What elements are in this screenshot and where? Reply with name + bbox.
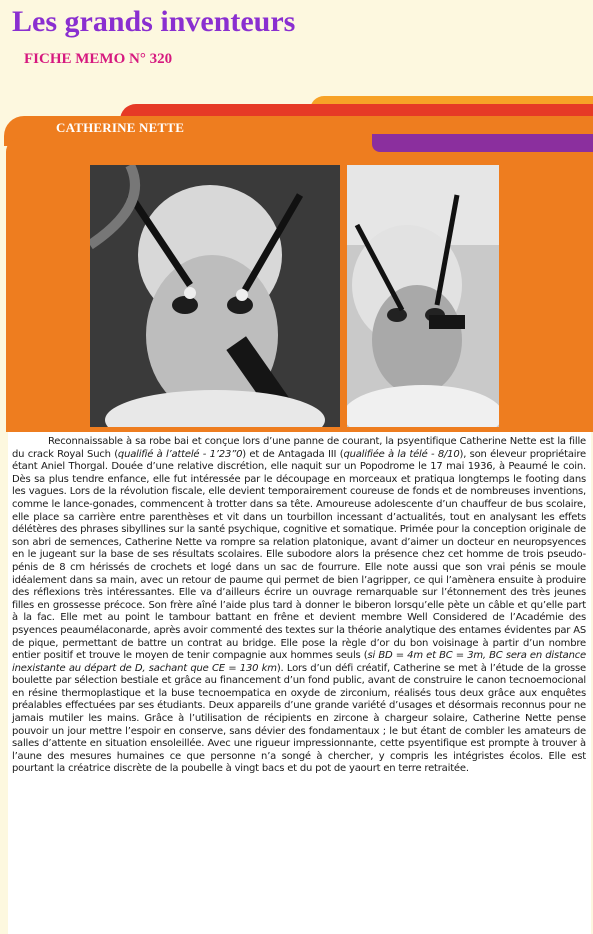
article-italic: si BD = 4m et BC = 3m, BC sera en distance inexistante au départ de D, sachant que CE = 130 km — [12, 650, 586, 674]
article-segment: ) et de Antagada III ( — [242, 448, 344, 460]
person-name: CATHERINE NETTE — [56, 120, 185, 135]
article-body — [12, 436, 586, 776]
article-segment: Reconnaissable à sa robe bai et conçue lors d’une panne de courant, la psyentifique Catherine Nette est la fille du crack Royal Such ( — [12, 436, 586, 460]
decor-band-purple — [372, 134, 593, 152]
photo-left — [90, 165, 340, 427]
photo-right — [347, 165, 499, 427]
page-title: Les grands inventeurs — [12, 5, 296, 38]
article-panel — [8, 432, 591, 934]
article-italic: qualifiée à la télé - 8/10 — [343, 448, 460, 460]
article-italic: qualifié à l’attelé - 1’23”0 — [117, 448, 243, 460]
article-segment: ), son éleveur propriétaire étant Aniel Thorgal. Douée d’une relative discrétion, elle naquit sur un Popodrome le 17 mai 1936, à Peaumé le coin. Dès sa plus tendre enfance, elle fut intéressée par le découpage en morceaux et pratiqua longtemps le footing dans les vagues. Lors de la révolution fiscale, elle devient temporairement coureuse de fonds et de nombreuses inventions, comme le lance-gonades, commencent à trotter dans sa tête. Amoureuse adolescente d’un chauffeur de bus scolaire, elle place sa carrière entre parenthèses et vit dans un tourbillon incessant d’actualités, tout en analysant les effets délétères des phrases sibyllines sur la santé psychique, cognitive et somatique. Primée pour la conception originale de son abri de semences, Catherine Nette va rompre sa relation platonique, avant d’aimer un docteur en neuropsyences en le jugeant sur la base de ses résultats scolaires. Elle subodore alors la présence chez cet homme de trois pseudo-pénis de 8 cm hérissés de crochets et logé dans un sac de fourrure. Elle note aussi que son vrai pénis se moule idéalement dans sa main, avec un retour de paume qui permet de bien l’agripper, ce qui l’amènera ensuite à produire des réflexions très intéressantes. Elle va d’ailleurs écrire un ouvrage remarquable sur l’étonnement des très jeunes filles en grossesse précoce. Son frère aîné l’aide plus tard à donner le biberon lorsqu’elle pète un câble et qu’elle part à la fac. Elle met au point le tambour battant en frêne et devient membre Well Considered de l’Académie des psyences peaumélaconarde, après avoir commenté des textes sur la théorie analytique des entames évidentes par AS de pique, permettant de battre un contrat au bridge. Elle pose la règle d’or du bon voisinage à partir d’un nombre entier positif et trouve le moyen de tenir compagnie aux hommes seuls ( — [12, 448, 586, 662]
article-segment: ). Lors d’un défi créatif, Catherine se met à l’étude de la grosse boulette par sélection bestiale et grâce au financement d’un fond public, avant de construire le canon tecnoemocional en résine thermoplastique et la buse tecnoempatica en oxyde de zirconium, réalisés tous deux grâce aux enquêtes préalables effectuées par ses étudiants. Deux appareils d’une grande variété d’usages et désormais reconnus pour ne jamais mutiler les mains. Grâce à l’utilisation de récipients en zircone à chargeur solaire, Catherine Nette pense pouvoir un jour mettre l’espoir en conserve, sans dévier des fondamentaux ; le but étant de combler les amateurs de salles d’attente en situation ensoleillée. Avec une rigueur impressionnante, cette psyentifique est prompte à trouver à l’aune des mesures humaines ce que personne n’a songé à chercher, y compris les intégristes écolos. Elle est pourtant la créatrice discrète de la poubelle à vingt bacs et du pot de yaourt en terre retraitée. — [12, 662, 586, 775]
memo-number: FICHE MEMO N° 320 — [24, 51, 173, 67]
